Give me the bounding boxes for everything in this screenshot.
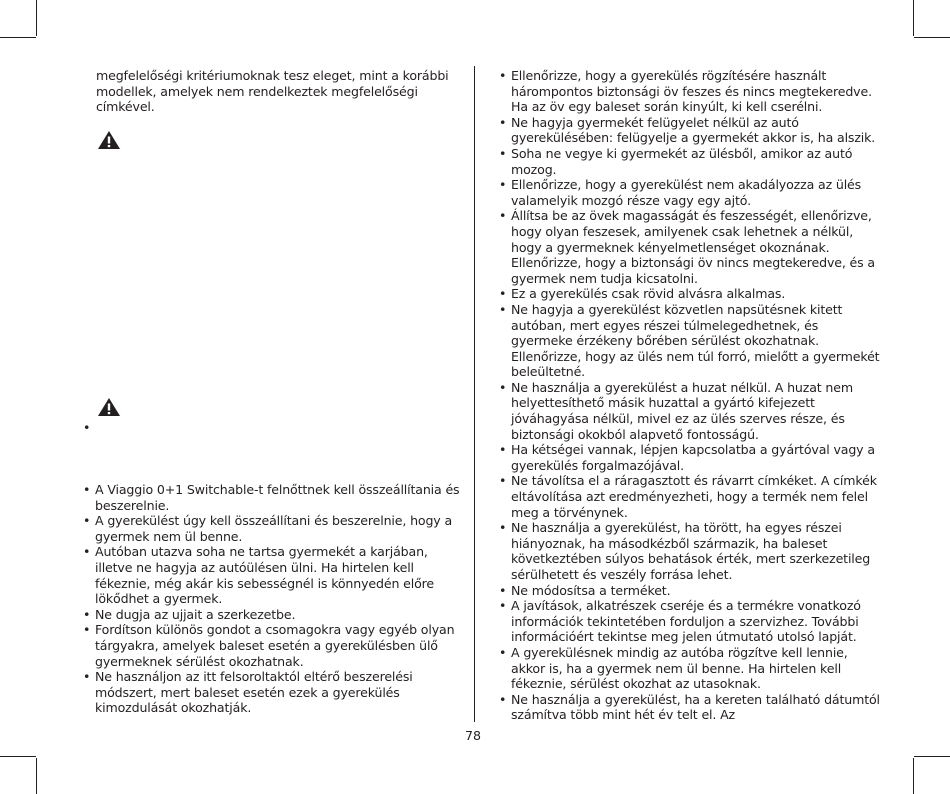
- list-item: • A javítások, alkatrészek cseréje és a termékre vonatkozó információk tekintetében forduljon a szervizhez. További információért tekintse meg jelen útmutató utolsó lapját.: [496, 598, 882, 645]
- list-item: • Ne dugja az ujjait a szerkezetbe.: [80, 607, 468, 623]
- list-item: • Ne használjon az itt felsoroltaktól eltérő beszerelési módszert, mert baleset esetén ezek a gyerekülés kimozdulását okozhatják.: [80, 669, 468, 716]
- right-column: [496, 68, 882, 723]
- list-item: • Ne használja a gyerekülést, ha törött, ha egyes részei hiányoznak, ha másodkézből származik, ha baleset következtében súlyos behatások érték, mert szerkezetileg sérülhetett és veszély forrása lehet.: [496, 520, 882, 582]
- crop-mark: [36, 0, 37, 36]
- column-divider: [474, 66, 475, 722]
- warning-triangle-icon: [97, 130, 121, 150]
- crop-mark: [0, 37, 36, 38]
- crop-mark: [914, 756, 950, 757]
- list-item: • A gyerekülésnek mindig az autóba rögzítve kell lennie, akkor is, ha a gyermek nem ül benne. Ha hirtelen kell fékeznie, sérülést okozhat az utasoknak.: [496, 645, 882, 692]
- page-number: 78: [465, 728, 482, 743]
- list-item: • Ne távolítsa el a ráragasztott és rávarrt címkéket. A címkék eltávolítása azt eredményezheti, hogy a termék nem felel meg a törvénynek.: [496, 473, 882, 520]
- list-item: • Ez a gyerekülés csak rövid alvásra alkalmas.: [496, 286, 882, 302]
- list-item: • Autóban utazva soha ne tartsa gyermekét a karjában, illetve ne hagyja az autóülésen ülni. Ha hirtelen kell fékeznie, még akár kis sebességnél is könnyedén előre lökődhet a gyermek.: [80, 544, 468, 606]
- crop-mark: [36, 758, 37, 794]
- crop-mark: [913, 758, 914, 794]
- left-column: [80, 68, 465, 115]
- list-item: • Ne hagyja a gyerekülést közvetlen napsütésnek kitett autóban, mert egyes részei túlmelegedhetnek, és gyermeke érzékeny bőrében sérülést okozhatnak. Ellenőrizze, hogy az ülés nem túl forró, mielőtt a gyermekét beleültetné.: [496, 302, 882, 380]
- crop-mark: [0, 756, 36, 757]
- list-item: • Állítsa be az övek magasságát és feszességét, ellenőrizve, hogy olyan feszesek, amilyenek csak lehetnek a nélkül, hogy a gyermeknek kényelmetlenséget okoznának. Ellenőrizze, hogy a biztonsági öv nincs megtekeredve, és a gyermek nem tudja kicsatolni.: [496, 208, 882, 286]
- list-item: • Ellenőrizze, hogy a gyerekülés rögzítésére használt hárompontos biztonsági öv feszes és nincs megtekeredve. Ha az öv egy baleset során kinyúlt, ki kell cserélni.: [496, 68, 882, 115]
- list-item: • Ne hagyja gyermekét felügyelet nélkül az autó gyerekülésében: felügyelje a gyermekét akkor is, ha alszik.: [496, 115, 882, 146]
- crop-mark: [914, 37, 950, 38]
- warning-triangle-icon: [97, 397, 121, 417]
- empty-bullet: •: [83, 420, 91, 435]
- list-item: • Ne módosítsa a terméket.: [496, 583, 882, 599]
- list-item: • Ha kétségei vannak, lépjen kapcsolatba a gyártóval vagy a gyerekülés forgalmazójával.: [496, 442, 882, 473]
- crop-mark: [913, 0, 914, 36]
- list-item: • A Viaggio 0+1 Switchable-t felnőttnek kell összeállítania és beszerelnie.: [80, 482, 468, 513]
- list-item: • A gyerekülést úgy kell összeállítani és beszerelnie, hogy a gyermek nem ül benne.: [80, 513, 468, 544]
- list-item: • Soha ne vegye ki gyermekét az ülésből, amikor az autó mozog.: [496, 146, 882, 177]
- list-item: • Ellenőrizze, hogy a gyerekülést nem akadályozza az ülés valamelyik mozgó része vagy egy ajtó.: [496, 177, 882, 208]
- list-item: • Fordítson különös gondot a csomagokra vagy egyéb olyan tárgyakra, amelyek baleset esetén a gyerekülésben ülő gyermeknek sérülést okozhatnak.: [80, 622, 468, 669]
- left-warning-list: [80, 482, 468, 716]
- list-item: • Ne használja a gyerekülést, ha a kereten található dátumtól számítva több mint hét év telt el. Az: [496, 692, 882, 723]
- list-item: • Ne használja a gyerekülést a huzat nélkül. A huzat nem helyettesíthető másik huzattal a gyártó kifejezett jóváhagyása nélkül, mivel ez az ülés szerves része, és biztonsági okokból alapvető fontosságú.: [496, 380, 882, 442]
- intro-paragraph: megfelelőségi kritériumoknak tesz eleget, mint a korábbi modellek, amelyek nem rendelkeztek megfelelőségi címkével.: [96, 68, 449, 115]
